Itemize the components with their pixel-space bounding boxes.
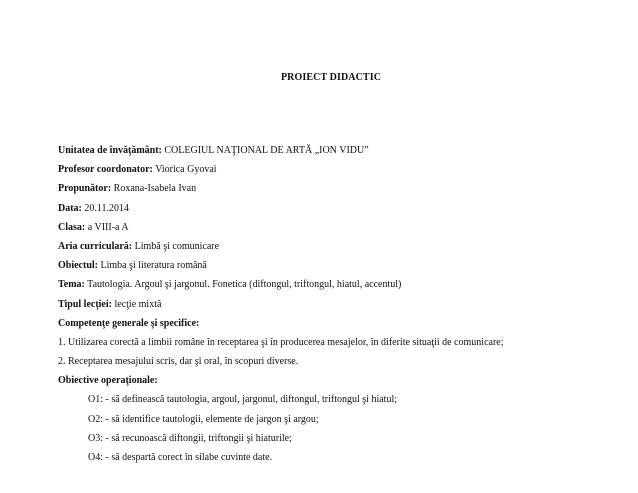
field-coordinator: [58, 160, 618, 179]
document-title: PROIECT DIDACTIC: [280, 72, 382, 83]
field-school: [58, 141, 618, 160]
field-value: Viorica Gyovai: [152, 164, 217, 176]
field-topic: [58, 275, 618, 294]
field-label: Clasa:: [58, 221, 86, 233]
objective-item: O4: - să despartă corect în silabe cuvinte date.: [88, 452, 273, 463]
section-heading: Obiective operaţionale:: [58, 375, 158, 387]
field-value: Roxana-Isabela Ivan: [111, 183, 197, 195]
objectives-heading: [58, 371, 618, 390]
document-body: [58, 141, 618, 467]
field-value: Limbă şi comunicare: [132, 240, 220, 252]
field-value: COLEGIUL NAŢIONAL DE ARTĂ „ION VIDU”: [161, 145, 369, 156]
field-label: Unitatea de învăţământ:: [58, 145, 162, 156]
field-label: Aria curriculară:: [58, 240, 133, 252]
field-curricular-area: [58, 237, 618, 256]
field-value: lecţie mixtă: [111, 298, 162, 310]
competency-item: 1. Utilizarea corectă a limbii române în receptarea şi în producerea mesajelor, în diferite situaţii de comunicare;: [58, 336, 504, 348]
field-label: Profesor coordonator:: [58, 164, 153, 176]
field-value: a VIII-a A: [85, 221, 129, 233]
objective-item: O1: - să definească tautologia, argoul, jargonul, diftongul, triftongul şi hiatul;: [88, 394, 398, 406]
objective-item: O2: - să identifice tautologii, elemente de jargon şi argou;: [88, 413, 319, 425]
field-date: [58, 199, 618, 218]
field-lesson-type: [58, 295, 618, 314]
objective-item: O3: - să recunoască diftongii, triftongii şi hiaturile;: [88, 432, 292, 444]
field-label: Data:: [58, 202, 82, 214]
competency-item: 2. Receptarea mesajului scris, dar şi oral, în scopuri diverse.: [58, 356, 299, 368]
field-proposer: [58, 179, 618, 198]
field-value: Limba şi literatura română: [98, 260, 207, 272]
field-value: 20.11.2014: [81, 202, 130, 214]
competencies-heading: [58, 314, 618, 333]
field-class: [58, 218, 618, 237]
field-subject: [58, 256, 618, 275]
field-label: Obiectul:: [58, 260, 98, 272]
field-label: Tipul lecţiei:: [58, 298, 112, 310]
field-label: Propunător:: [58, 183, 112, 195]
field-value: Tautologia. Argoul şi jargonul. Fonetica (diftongul, triftongul, hiatul, accentul): [84, 279, 402, 291]
section-heading: Competenţe generale şi specifice:: [58, 317, 200, 329]
field-label: Tema:: [58, 279, 85, 291]
